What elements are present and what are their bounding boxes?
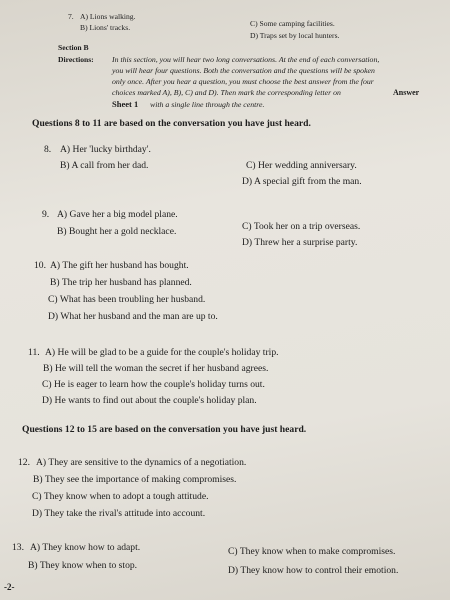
q8-option-c: C) Her wedding anniversary. xyxy=(246,160,357,171)
q10-option-b: B) The trip her husband has planned. xyxy=(50,277,192,288)
group2-header: Questions 12 to 15 are based on the conversation you have just heard. xyxy=(22,424,307,435)
q11-number: 11. xyxy=(28,347,40,358)
q12-option-b: B) They see the importance of making compromises. xyxy=(33,474,237,485)
q7-number: 7. xyxy=(68,12,74,21)
directions-line-4: choices marked A), B), C) and D). Then mark the corresponding letter on xyxy=(112,88,341,97)
q8-number: 8. xyxy=(44,144,52,155)
page-number: -2- xyxy=(4,582,15,592)
q13-number: 13. xyxy=(12,542,24,553)
directions-label: Directions: xyxy=(58,55,94,64)
directions-end: with a single line through the centre. xyxy=(150,100,265,109)
q9-option-a: A) Gave her a big model plane. xyxy=(57,209,178,220)
q7-option-d: D) Traps set by local hunters. xyxy=(250,31,340,40)
q13-option-b: B) They know when to stop. xyxy=(28,560,138,571)
q12-number: 12. xyxy=(18,457,30,468)
sheet-label: Sheet 1 xyxy=(112,99,139,109)
q7-option-a: A) Lions walking. xyxy=(80,12,136,21)
q9-option-b: B) Bought her a gold necklace. xyxy=(57,226,177,237)
q8-option-b: B) A call from her dad. xyxy=(60,160,149,171)
group1-header: Questions 8 to 11 are based on the conversation you have just heard. xyxy=(32,118,311,129)
q9-option-c: C) Took her on a trip overseas. xyxy=(242,221,361,232)
q9-option-d: D) Threw her a surprise party. xyxy=(242,237,358,248)
answer-label: Answer xyxy=(393,88,420,97)
q13-option-d: D) They know how to control their emotion. xyxy=(228,565,399,576)
section-title: Section B xyxy=(58,43,89,52)
directions-line-3: only once. After you hear a question, you must choose the best answer from the four xyxy=(112,77,374,86)
q9-number: 9. xyxy=(42,209,50,220)
directions-line-2: you will hear four questions. Both the conversation and the questions will be spoken xyxy=(112,66,375,75)
q8-option-a: A) Her 'lucky birthday'. xyxy=(60,144,151,155)
q11-option-a: A) He will be glad to be a guide for the couple's holiday trip. xyxy=(45,347,279,358)
q8-option-d: D) A special gift from the man. xyxy=(242,176,362,187)
q10-number: 10. xyxy=(34,260,46,271)
q10-option-a: A) The gift her husband has bought. xyxy=(50,260,189,271)
q13-option-a: A) They know how to adapt. xyxy=(30,542,141,553)
q10-option-d: D) What her husband and the man are up to. xyxy=(48,311,218,322)
directions-line-1: In this section, you will hear two long conversations. At the end of each conversation, xyxy=(112,55,380,64)
q11-option-b: B) He will tell the woman the secret if her husband agrees. xyxy=(43,363,269,374)
q10-option-c: C) What has been troubling her husband. xyxy=(48,294,206,305)
q12-option-c: C) They know when to adopt a tough attitude. xyxy=(32,491,209,502)
q11-option-c: C) He is eager to learn how the couple's holiday turns out. xyxy=(42,379,265,390)
q7-option-b: B) Lions' tracks. xyxy=(80,23,131,32)
q12-option-a: A) They are sensitive to the dynamics of a negotiation. xyxy=(36,457,247,468)
q11-option-d: D) He wants to find out about the couple's holiday plan. xyxy=(42,395,257,406)
q7-option-c: C) Some camping facilities. xyxy=(250,19,335,28)
q13-option-c: C) They know when to make compromises. xyxy=(228,546,396,557)
q12-option-d: D) They take the rival's attitude into account. xyxy=(32,508,206,519)
